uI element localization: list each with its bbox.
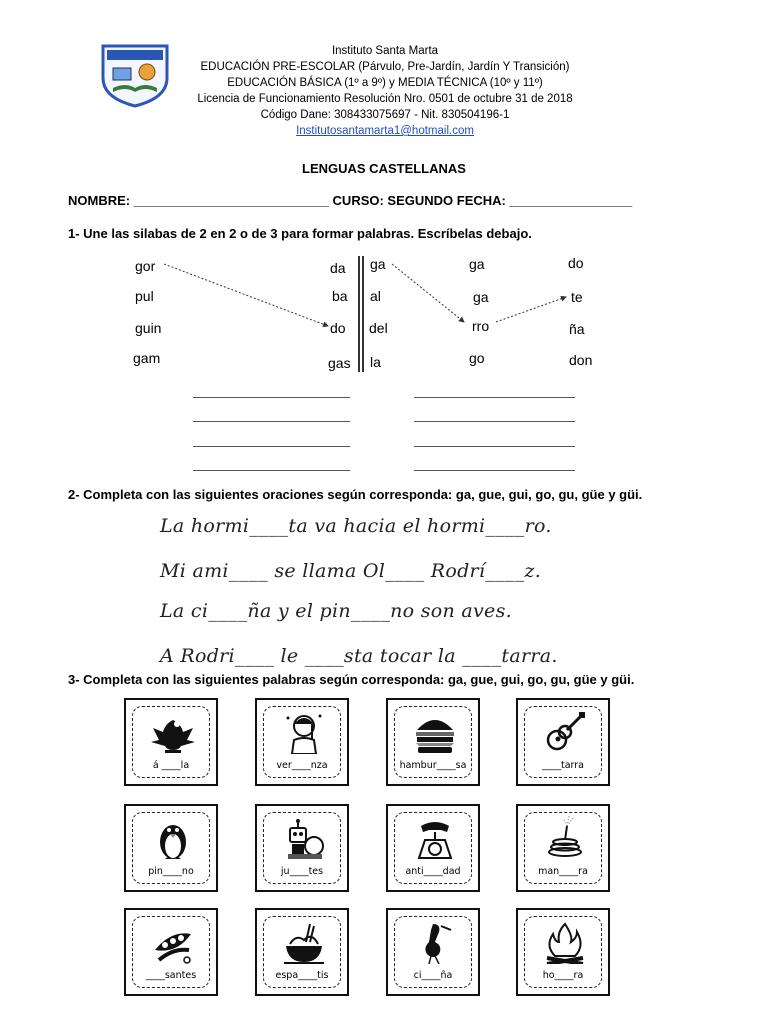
arrow-gor-do	[164, 264, 328, 326]
hose-icon	[543, 816, 587, 860]
arrow-ga-rro	[392, 264, 464, 322]
answer-line[interactable]	[414, 446, 575, 447]
card-word[interactable]: ____santes	[145, 970, 197, 981]
answer-line[interactable]	[414, 421, 575, 422]
syllable: ga	[370, 256, 386, 272]
section3-instruction: 3- Completa con las siguientes palabras según corresponda: ga, gue, gui, go, gu, güe y güi.	[68, 672, 635, 687]
picture-card	[255, 804, 349, 892]
picture-card	[124, 908, 218, 996]
header-line-4: Código Dane: 308433075697 - Nit. 830504196-1	[260, 109, 510, 121]
school-crest-icon	[95, 40, 175, 108]
syllable: don	[569, 352, 593, 368]
card-word[interactable]: espa____tis	[275, 970, 329, 981]
syllable: gam	[133, 350, 161, 366]
picture-card	[516, 698, 610, 786]
embarrassed-girl-icon	[282, 710, 326, 754]
syllable: do	[568, 255, 584, 271]
picture-card	[124, 804, 218, 892]
student-info-line: NOMBRE: ___________________________ CURSO: SEGUNDO FECHA: _________________	[68, 193, 633, 208]
divider	[362, 256, 364, 372]
syllable: del	[369, 320, 388, 336]
spaghetti-icon	[282, 920, 326, 964]
syllable: ga	[473, 289, 489, 305]
cursive-sentence: A Rodri____ le ____sta tocar la ____tarra.	[160, 645, 558, 667]
cursive-sentence: La ci____ña y el pin____no son aves.	[160, 600, 512, 622]
section1-instruction: 1- Une las silabas de 2 en 2 o de 3 para formar palabras. Escríbelas debajo.	[68, 226, 532, 241]
cursive-sentence: Mi ami____ se llama Ol____ Rodrí____z.	[160, 560, 542, 582]
syllable: go	[469, 350, 485, 366]
header-line-3: Licencia de Funcionamiento Resolución Nro. 0501 de octubre 31 de 2018	[197, 93, 573, 105]
hamburger-icon	[413, 710, 457, 754]
section2-instruction: 2- Completa con las siguientes oraciones según corresponda: ga, gue, gui, go, gu, güe y güi.	[68, 487, 643, 502]
answer-line[interactable]	[414, 470, 575, 471]
picture-card	[386, 804, 480, 892]
header-line-2: EDUCACIÓN BÁSICA (1º a 9º) y MEDIA TÉCNICA (10º y 11º)	[227, 77, 543, 89]
syllable: rro	[472, 318, 490, 334]
syllable: la	[370, 354, 381, 370]
card-word[interactable]: ju____tes	[280, 866, 324, 877]
card-word[interactable]: hambur____sa	[399, 760, 467, 771]
answer-line[interactable]	[193, 421, 350, 422]
syllable: pul	[135, 288, 154, 304]
picture-card	[386, 698, 480, 786]
card-word[interactable]: anti____dad	[405, 866, 461, 877]
bonfire-icon	[543, 920, 587, 964]
picture-card	[386, 908, 480, 996]
picture-card	[124, 698, 218, 786]
card-word[interactable]: ver____nza	[276, 760, 328, 771]
picture-card	[255, 908, 349, 996]
syllable: do	[330, 320, 346, 336]
pea-pods-icon	[151, 920, 195, 964]
picture-card	[516, 804, 610, 892]
divider	[358, 256, 360, 372]
header-email[interactable]	[170, 124, 600, 140]
card-word[interactable]: pin____no	[148, 866, 194, 877]
answer-line[interactable]	[414, 397, 575, 398]
arrow-rro-te	[496, 297, 566, 322]
stork-icon	[413, 920, 457, 964]
card-word[interactable]: ho____ra	[542, 970, 584, 981]
syllable: te	[571, 289, 583, 305]
syllable: gas	[328, 355, 351, 371]
header-line-1: EDUCACIÓN PRE-ESCOLAR (Párvulo, Pre-Jardín, Jardín Y Transición)	[200, 61, 570, 73]
card-word[interactable]: man____ra	[538, 866, 588, 877]
penguin-icon	[151, 816, 195, 860]
answer-line[interactable]	[193, 397, 350, 398]
syllable: ga	[469, 256, 485, 272]
cursive-sentence: La hormi____ta va hacia el hormi____ro.	[160, 515, 552, 537]
answer-line[interactable]	[193, 446, 350, 447]
picture-card	[516, 908, 610, 996]
syllable: da	[330, 260, 346, 276]
card-word[interactable]: á ____la	[152, 760, 190, 771]
toys-icon	[282, 816, 326, 860]
card-word[interactable]: ci____ña	[413, 970, 453, 981]
syllable: al	[370, 288, 381, 304]
picture-card	[255, 698, 349, 786]
guitar-icon	[543, 710, 587, 754]
syllable: gor	[135, 258, 156, 274]
institution-name: Instituto Santa Marta	[331, 45, 439, 57]
syllable: ña	[569, 321, 585, 337]
eagle-icon	[151, 710, 195, 754]
antique-telephone-icon	[413, 816, 457, 860]
answer-line[interactable]	[193, 470, 350, 471]
syllable: guin	[135, 320, 162, 336]
syllable: ba	[332, 288, 348, 304]
page-title: LENGUAS CASTELLANAS	[302, 161, 466, 176]
card-word[interactable]: ____tarra	[541, 760, 584, 771]
email-link[interactable]: Institutosantamarta1@hotmail.com	[296, 125, 474, 137]
